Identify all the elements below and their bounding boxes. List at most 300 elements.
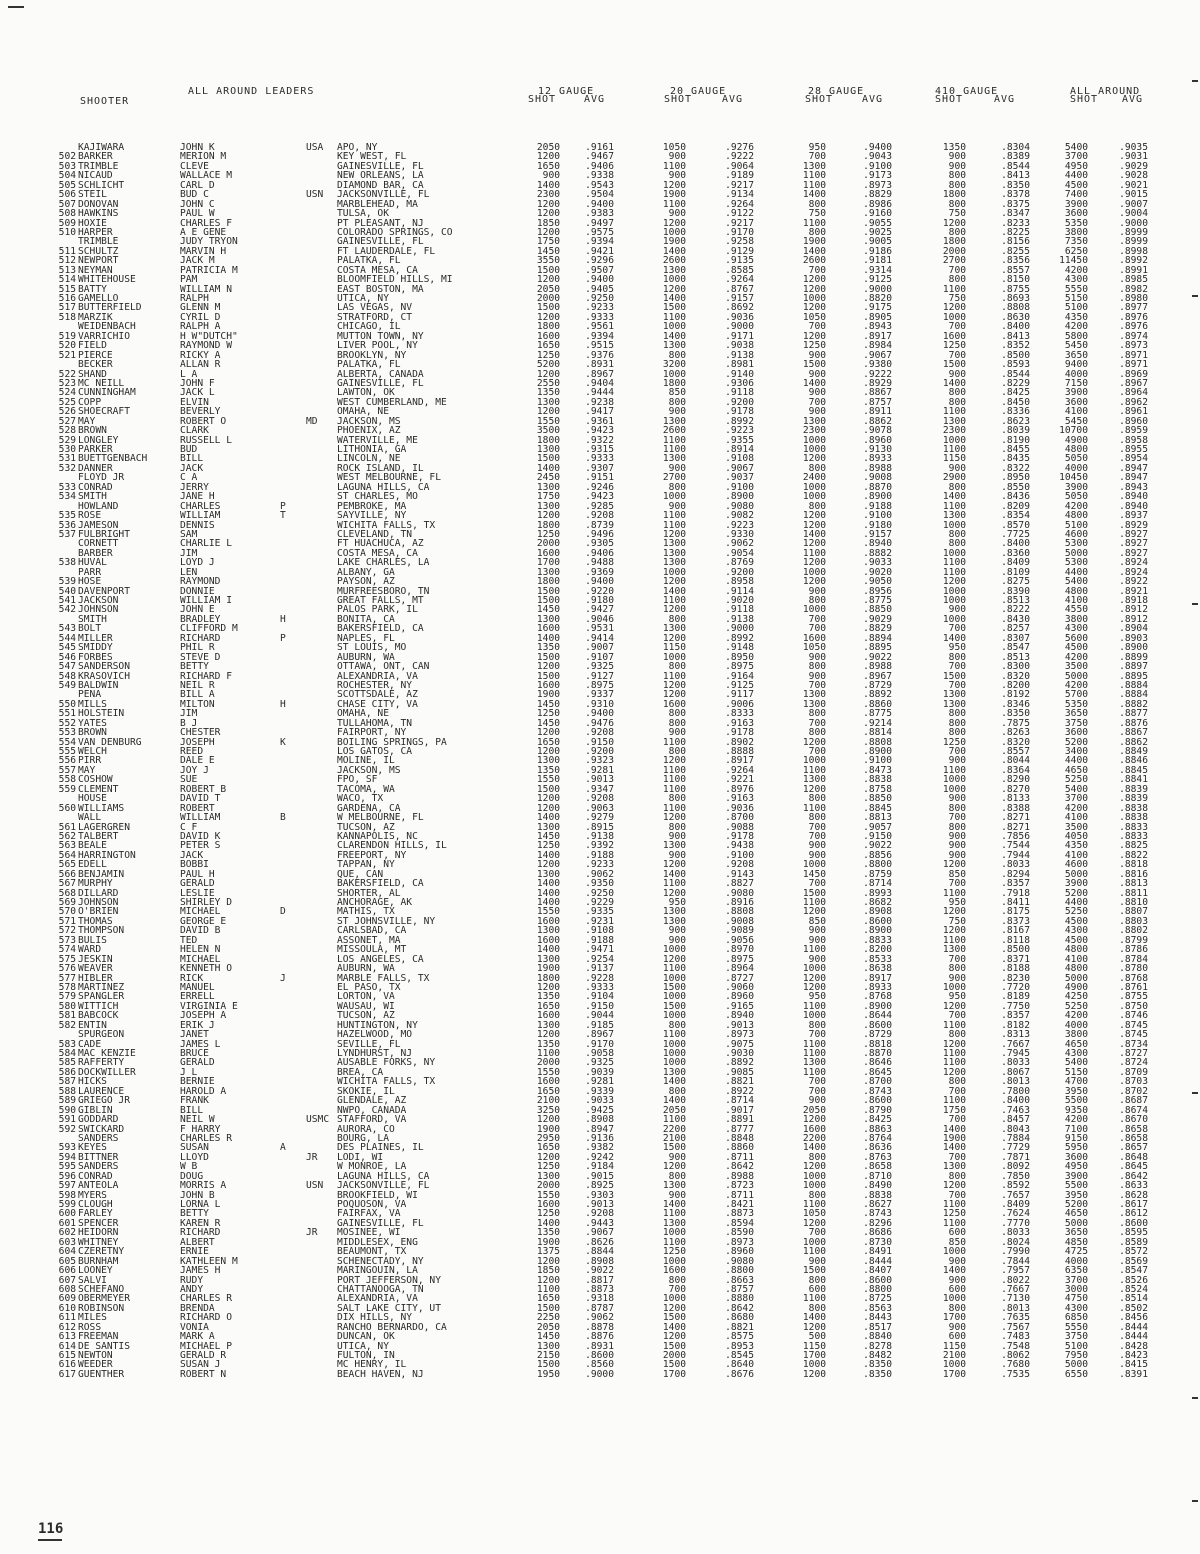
first-name: RICHARD F [180,670,232,682]
avg-all-around: .8750 [1119,1000,1148,1012]
avg-all-around: .8960 [1119,415,1148,427]
first-name: LORNA L [180,1199,221,1210]
avg-28-gauge: .8743 [863,1085,892,1097]
avg-all-around: .8962 [1119,396,1148,408]
avg-all-around: .8980 [1119,293,1148,304]
last-name: HOWLAND [78,500,119,512]
shot-20-gauge: 1200 [662,179,686,191]
shot-410-gauge: 1000 [942,547,966,559]
avg-28-gauge: .8517 [863,1321,892,1333]
first-name: RUDY [180,1274,204,1286]
shot-20-gauge: 1900 [662,236,686,248]
city: LAGUNA HILLS, CA [337,1170,430,1182]
avg-28-gauge: .8730 [863,1236,892,1248]
last-name: LAURENCE [78,1085,125,1097]
shot-20-gauge: 1400 [662,1321,686,1333]
shot-12-gauge: 2050 [536,283,560,295]
rank: 608 [58,1283,76,1295]
avg-all-around: .8423 [1119,1350,1148,1361]
avg-12-gauge: .8817 [585,1274,614,1286]
shot-12-gauge: 1250 [536,1161,560,1173]
first-name: DOUG [180,1170,204,1182]
city: TUCSON, AZ [337,1010,395,1022]
city: ALEXANDRIA, VA [337,1293,418,1305]
shot-28-gauge: 1300 [802,160,826,172]
avg-all-around: .8977 [1119,302,1148,314]
avg-410-gauge: .8022 [1001,1274,1030,1286]
avg-410-gauge: .8623 [1001,415,1030,427]
shot-12-gauge: 2000 [536,538,560,550]
avg-20-gauge: .8992 [725,415,754,427]
last-name: SWICKARD [78,1123,125,1135]
shot-all-around: 4500 [1064,642,1088,654]
avg-20-gauge: .8821 [725,1321,754,1333]
shot-12-gauge: 1250 [536,840,560,852]
shot-20-gauge: 1500 [662,1359,686,1371]
shot-all-around: 4500 [1064,915,1088,927]
shot-410-gauge: 950 [948,897,966,908]
shot-28-gauge: 950 [808,142,826,153]
last-name: STEIL [78,189,107,201]
avg-410-gauge: .7875 [1001,717,1030,729]
avg-28-gauge: .8563 [863,1302,892,1314]
avg-410-gauge: .7720 [1001,981,1030,993]
avg-28-gauge: .8984 [863,340,892,352]
avg-20-gauge: .8333 [725,708,754,720]
avg-12-gauge: .9406 [585,160,614,172]
shot-all-around: 3700 [1064,151,1088,163]
avg-all-around: .8897 [1119,661,1148,673]
avg-20-gauge: .9148 [725,642,754,654]
avg-all-around: .8633 [1119,1180,1148,1192]
avg-28-gauge: .8808 [863,736,892,748]
shot-all-around: 7950 [1064,1350,1088,1361]
rank: 573 [58,934,76,946]
shot-all-around: 4200 [1064,500,1088,512]
shot-410-gauge: 1150 [942,453,966,465]
avg-20-gauge: .9164 [725,670,754,682]
avg-28-gauge: .8870 [863,1048,892,1059]
city: GAINESVILLE, FL [337,1217,424,1229]
shot-410-gauge: 1400 [942,632,966,644]
last-name: WARD [78,944,102,956]
rank: 606 [58,1265,76,1277]
shot-20-gauge: 1600 [662,1265,686,1277]
avg-all-around: .8862 [1119,736,1148,748]
shot-12-gauge: 2550 [536,377,560,389]
avg-all-around: .8816 [1119,868,1148,880]
shot-12-gauge: 1600 [536,330,560,342]
shot-28-gauge: 800 [808,793,826,805]
shot-12-gauge: 1400 [536,878,560,890]
city: AURORA, CO [337,1123,395,1135]
avg-410-gauge: .8320 [1001,736,1030,748]
shot-28-gauge: 500 [808,1331,826,1343]
last-name: HOXIE [78,217,107,229]
shot-410-gauge: 700 [948,1010,966,1022]
rank: 571 [58,915,76,927]
shot-12-gauge: 1600 [536,1010,560,1022]
shot-all-around: 5400 [1064,1057,1088,1069]
avg-header: AVG [994,94,1016,105]
avg-410-gauge: .8375 [1001,198,1030,210]
avg-28-gauge: .8908 [863,906,892,918]
first-name: RICHARD [180,632,221,644]
city: MARBLEHEAD, MA [337,198,418,210]
last-name: THOMPSON [78,925,125,937]
shot-28-gauge: 900 [808,585,826,597]
last-name: FLOYD JR [78,472,125,484]
shot-28-gauge: 900 [808,406,826,418]
shot-12-gauge: 2000 [536,1057,560,1069]
shot-28-gauge: 1100 [802,1038,826,1050]
rank: 597 [58,1180,76,1192]
shot-12-gauge: 1500 [536,670,560,682]
shot-all-around: 5050 [1064,453,1088,465]
last-name: JACKSON [78,595,119,606]
shot-410-gauge: 1100 [942,1057,966,1069]
avg-20-gauge: .8777 [725,1123,754,1135]
shot-410-gauge: 2900 [942,472,966,484]
avg-12-gauge: .9285 [585,500,614,512]
avg-all-around: .8833 [1119,821,1148,833]
shot-20-gauge: 1100 [662,510,686,522]
avg-410-gauge: .8388 [1001,802,1030,814]
last-name: WEIDENBACH [78,321,136,333]
shot-12-gauge: 1500 [536,1359,560,1371]
shot-all-around: 6250 [1064,245,1088,257]
first-name: DALE E [180,755,215,767]
avg-28-gauge: .8900 [863,925,892,937]
shot-all-around: 4650 [1064,1208,1088,1220]
shot-12-gauge: 1400 [536,632,560,644]
shot-410-gauge: 800 [948,481,966,493]
shot-410-gauge: 800 [948,274,966,286]
first-name: RICHARD [180,1227,221,1239]
shot-20-gauge: 900 [668,151,686,163]
avg-410-gauge: .8033 [1001,1227,1030,1239]
avg-20-gauge: .8973 [725,1029,754,1041]
avg-all-around: .8899 [1119,651,1148,663]
avg-12-gauge: .8967 [585,1029,614,1041]
avg-20-gauge: .8958 [725,576,754,588]
shot-410-gauge: 700 [948,746,966,757]
avg-20-gauge: .9062 [725,538,754,550]
shot-all-around: 4800 [1064,963,1088,975]
avg-header: AVG [584,94,606,105]
shot-12-gauge: 1850 [536,1265,560,1277]
city: SHORTER, AL [337,887,401,899]
shot-410-gauge: 1100 [942,557,966,569]
shot-all-around: 4200 [1064,1010,1088,1022]
shot-28-gauge: 1000 [802,434,826,446]
last-name: BROWN [78,425,107,437]
avg-28-gauge: .8729 [863,679,892,691]
last-name: SPENCER [78,1217,119,1229]
avg-20-gauge: .9208 [725,859,754,871]
city: KEY WEST, FL [337,151,407,163]
shot-410-gauge: 900 [948,1274,966,1286]
shot-12-gauge: 1450 [536,1331,560,1343]
avg-20-gauge: .8892 [725,1057,754,1069]
last-name: BULIS [78,934,107,946]
avg-28-gauge: .8900 [863,746,892,757]
last-name: NEWTON [78,1350,113,1361]
rank: 546 [58,651,76,663]
shot-12-gauge: 1100 [536,1048,560,1059]
avg-20-gauge: .9085 [725,1066,754,1078]
avg-12-gauge: .9250 [585,887,614,899]
avg-all-around: .9000 [1119,217,1148,229]
shot-28-gauge: 2600 [802,255,826,267]
city: ASSONET, MA [337,934,401,946]
city: MOLINE, IL [337,755,395,767]
shot-all-around: 4250 [1064,991,1088,1003]
avg-410-gauge: .7548 [1001,1340,1030,1352]
avg-all-around: .8841 [1119,774,1148,786]
city: CHATTANOOGA, TN [337,1283,424,1295]
avg-12-gauge: .9444 [585,387,614,399]
first-name: NEIL W [180,1114,215,1126]
avg-all-around: .8589 [1119,1236,1148,1248]
last-name: COSHOW [78,774,113,786]
avg-28-gauge: .9186 [863,245,892,257]
rank: 560 [58,802,76,814]
avg-28-gauge: .8636 [863,1142,892,1154]
last-name: SPURGEON [78,1029,125,1041]
avg-28-gauge: .9188 [863,500,892,512]
city: LOS ANGELES, CA [337,953,424,965]
first-name: BETTY [180,1208,209,1220]
avg-20-gauge: .8950 [725,651,754,663]
shot-20-gauge: 1100 [662,736,686,748]
rank: 559 [58,783,76,795]
rank: 518 [58,311,76,323]
avg-28-gauge: .8759 [863,868,892,880]
shot-12-gauge: 1350 [536,1038,560,1050]
avg-410-gauge: .8350 [1001,708,1030,720]
shot-all-around: 4750 [1064,1293,1088,1305]
shot-28-gauge: 850 [808,915,826,927]
rank: 615 [58,1350,76,1361]
shot-12-gauge: 1250 [536,708,560,720]
avg-28-gauge: .8800 [863,1283,892,1295]
last-name: GODDARD [78,1114,119,1126]
rank: 607 [58,1274,76,1286]
avg-20-gauge: .8663 [725,1274,754,1286]
shot-28-gauge: 700 [808,396,826,408]
shot-all-around: 5200 [1064,887,1088,899]
shot-28-gauge: 1300 [802,415,826,427]
shot-410-gauge: 700 [948,878,966,890]
avg-12-gauge: .9044 [585,1010,614,1022]
avg-410-gauge: .8513 [1001,595,1030,606]
shot-12-gauge: 1650 [536,1142,560,1154]
first-name: ERNIE [180,1246,209,1258]
avg-12-gauge: .9281 [585,764,614,776]
city: FREEPORT, NY [337,849,407,861]
last-name: MC NEILL [78,377,125,389]
shot-28-gauge: 1200 [802,906,826,918]
avg-410-gauge: .8150 [1001,274,1030,286]
avg-28-gauge: .8933 [863,453,892,465]
avg-12-gauge: .9013 [585,774,614,786]
shot-410-gauge: 1000 [942,1246,966,1258]
shot-410-gauge: 850 [948,1236,966,1248]
shot-20-gauge: 1200 [662,812,686,824]
middle-initial: B [280,812,286,824]
shot-28-gauge: 2300 [802,425,826,437]
avg-12-gauge: .9471 [585,944,614,956]
shot-20-gauge: 1200 [662,679,686,691]
avg-20-gauge: .9060 [725,981,754,993]
avg-20-gauge: .8975 [725,953,754,965]
first-name: LEN [180,566,198,578]
last-name: CLEMENT [78,783,119,795]
shot-20-gauge: 900 [668,925,686,937]
shot-28-gauge: 1100 [802,1199,826,1210]
avg-410-gauge: .8192 [1001,689,1030,701]
shot-410-gauge: 600 [948,1227,966,1239]
avg-12-gauge: .9180 [585,595,614,606]
shot-all-around: 4000 [1064,462,1088,474]
city: BAKERSFIELD, CA [337,878,424,890]
avg-20-gauge: .8970 [725,944,754,956]
avg-12-gauge: .9350 [585,878,614,890]
avg-410-gauge: .8557 [1001,746,1030,757]
rank: 509 [58,217,76,229]
avg-20-gauge: .9200 [725,396,754,408]
shot-20-gauge: 800 [668,481,686,493]
avg-410-gauge: .8290 [1001,774,1030,786]
rank: 511 [58,245,76,257]
avg-410-gauge: .8544 [1001,160,1030,172]
avg-28-gauge: .8838 [863,774,892,786]
first-name: CHARLES R [180,1132,232,1144]
middle-initial: K [280,736,286,748]
shot-12-gauge: 1500 [536,453,560,465]
shot-all-around: 10700 [1059,425,1088,437]
avg-all-around: .8846 [1119,755,1148,767]
shot-20-gauge: 900 [668,727,686,739]
avg-28-gauge: .8956 [863,585,892,597]
shot-28-gauge: 1500 [802,359,826,371]
rank: 550 [58,698,76,710]
avg-20-gauge: .9088 [725,821,754,833]
shot-all-around: 4700 [1064,1076,1088,1088]
shot-12-gauge: 1200 [536,1114,560,1126]
shot-12-gauge: 2000 [536,1180,560,1192]
city: DUNCAN, OK [337,1331,395,1343]
last-name: BUETTGENBACH [78,453,148,465]
shot-20-gauge: 1400 [662,330,686,342]
avg-28-gauge: .8600 [863,1095,892,1107]
city: WACO, TX [337,793,384,805]
city: LINCOLN, NE [337,453,401,465]
shot-all-around: 5150 [1064,1066,1088,1078]
first-name: DAVID T [180,793,221,805]
avg-410-gauge: .8039 [1001,425,1030,437]
avg-28-gauge: .8813 [863,812,892,824]
shot-20-gauge: 2000 [662,1350,686,1361]
rank: 534 [58,491,76,503]
shot-28-gauge: 1250 [802,340,826,352]
shot-20-gauge: 1600 [662,698,686,710]
avg-28-gauge: .8860 [863,698,892,710]
last-name: BROWN [78,727,107,739]
page-title: ALL AROUND LEADERS [188,86,315,97]
first-name: PAUL W [180,208,215,220]
avg-410-gauge: .8409 [1001,1199,1030,1210]
avg-12-gauge: .9062 [585,868,614,880]
shot-all-around: 3500 [1064,821,1088,833]
city: MOSINEE, WI [337,1227,401,1239]
last-name: KAJIWARA [78,142,125,153]
avg-28-gauge: .9130 [863,444,892,455]
avg-all-around: .8976 [1119,311,1148,323]
avg-12-gauge: .9318 [585,1293,614,1305]
last-name: PIRR [78,755,102,767]
shot-410-gauge: 1250 [942,1208,966,1220]
shot-410-gauge: 700 [948,679,966,691]
avg-410-gauge: .8411 [1001,897,1030,908]
shot-all-around: 4800 [1064,510,1088,522]
avg-12-gauge: .9507 [585,264,614,276]
shot-12-gauge: 1500 [536,783,560,795]
group-header-all-around: ALL AROUND [1070,86,1141,97]
city: DES PLAINES, IL [337,1142,424,1154]
shot-all-around: 5250 [1064,1000,1088,1012]
avg-20-gauge: .8692 [725,302,754,314]
first-name: JACK M [180,255,215,267]
middle-initial: D [280,906,286,918]
suffix: USA [306,142,324,153]
first-name: GLENN M [180,302,221,314]
shot-28-gauge: 1100 [802,802,826,814]
rank: 561 [58,821,76,833]
avg-all-around: .8943 [1119,481,1148,493]
avg-28-gauge: .8988 [863,462,892,474]
city: FPO, SF [337,774,378,786]
shot-28-gauge: 1100 [802,547,826,559]
city: BROOKFIELD, WI [337,1189,418,1201]
last-name: MYERS [78,1189,107,1201]
last-name: PENA [78,689,102,701]
avg-410-gauge: .8024 [1001,1236,1030,1248]
shot-410-gauge: 800 [948,727,966,739]
rank: 572 [58,925,76,937]
city: GREAT FALLS, MT [337,595,424,606]
rank: 583 [58,1038,76,1050]
avg-20-gauge: .9165 [725,1000,754,1012]
avg-all-around: .8444 [1119,1331,1148,1343]
avg-28-gauge: .8820 [863,293,892,304]
avg-28-gauge: .8533 [863,953,892,965]
avg-12-gauge: .9369 [585,566,614,578]
shot-410-gauge: 1100 [942,1048,966,1059]
last-name: BUTTERFIELD [78,302,142,314]
shot-410-gauge: 750 [948,208,966,220]
shot-20-gauge: 1200 [662,528,686,540]
shot-20-gauge: 1300 [662,547,686,559]
shot-all-around: 4200 [1064,1114,1088,1126]
shot-20-gauge: 1000 [662,991,686,1003]
avg-28-gauge: .9033 [863,557,892,569]
shot-20-gauge: 1400 [662,1076,686,1088]
shot-28-gauge: 1200 [802,1217,826,1229]
shot-28-gauge: 1100 [802,1293,826,1305]
shot-20-gauge: 1400 [662,1095,686,1107]
